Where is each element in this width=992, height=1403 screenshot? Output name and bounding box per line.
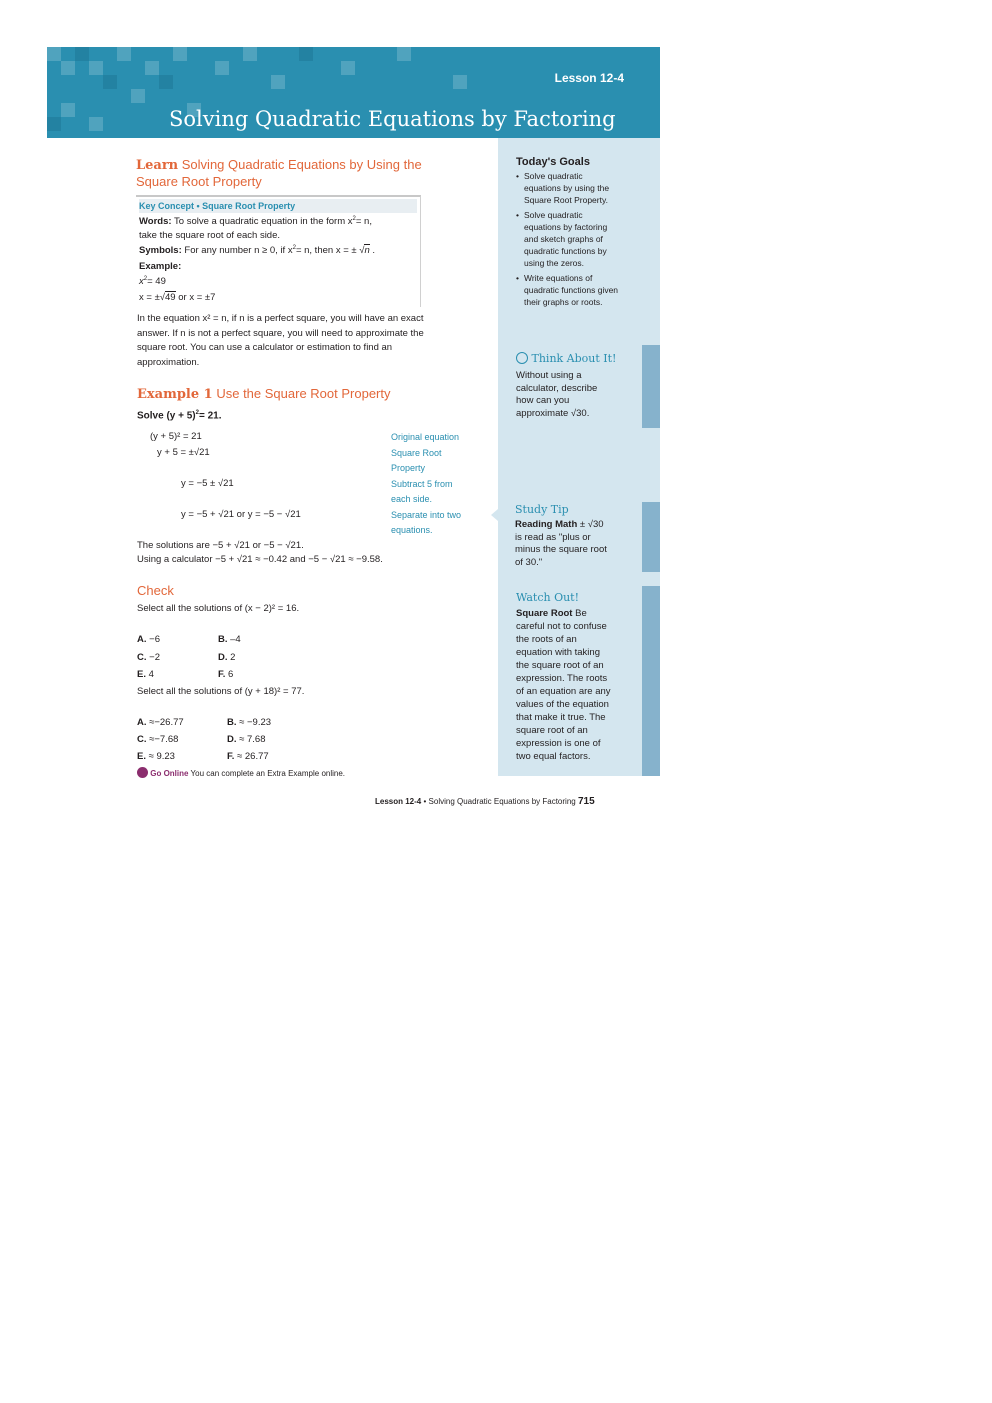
example-prompt: Solve $(y + 5)^2= 21$. [137, 410, 222, 422]
key-concept-box [136, 195, 421, 307]
answer-choice[interactable]: B. –4 [218, 634, 241, 645]
go-online-link[interactable]: Go Online You can complete an Extra Example online. [137, 767, 345, 778]
key-concept-words-2: take the square root of each side. [139, 230, 281, 241]
answer-choice[interactable]: B. ≈ −9.23 [227, 717, 272, 728]
watch-out-text: Square Root Be careful not to confuse the roots of an equation with taking the square root of an expression. The roots of an equation are any values of the equation that make it true. The square root of an expression is one of two equal factors. [516, 608, 611, 762]
solutions-line: The solutions are −5 + √21 or −5 − √21. [137, 540, 304, 551]
step-note: Original equation [391, 432, 460, 442]
lightbulb-icon [516, 352, 528, 364]
example-heading: Example 1 Use the Square Root Property [137, 386, 391, 402]
sidebar-spacer [498, 428, 660, 502]
check-heading: Check [137, 583, 174, 598]
key-concept-example-label: Example: [139, 261, 182, 272]
answer-choice[interactable]: D. 2 [218, 652, 236, 663]
page-number: 715 [577, 796, 595, 807]
callout-pointer [491, 509, 498, 521]
lesson-label: Lesson 12-4 [554, 71, 624, 85]
calculator-line: Using a calculator −5 + √21 ≈ −0.42 and −5 − √21 ≈ −9.58. [137, 554, 383, 565]
watch-out-title: Watch Out! [516, 591, 580, 604]
key-concept-symbols: Symbols: For any number n ≥ 0, if $x^2= n$, then x = ± √n . [139, 245, 376, 257]
study-tip-title: Study Tip [515, 503, 569, 516]
goal-item: • Write equations of quadratic functions given their graphs or roots. [524, 272, 654, 308]
step-note: Square Root Property [391, 448, 442, 473]
step-equation: (y + 5)² = 21 [150, 431, 202, 442]
goal-item: • Solve quadratic equations by using the Square Root Property. [524, 170, 654, 206]
sidebar-strip [642, 586, 660, 776]
step-note: Subtract 5 from each side. [391, 479, 453, 504]
answer-choice[interactable]: C. −2 [137, 652, 160, 663]
key-concept-example-2: x = ±√49 or x = ±7 [139, 292, 216, 303]
learn-heading: Learn Solving Quadratic Equations by Using the Square Root Property [136, 157, 422, 189]
answer-choice[interactable]: E. 4 [137, 669, 154, 680]
intro-paragraph: In the equation x² = n, if n is a perfect square, you will have an exact answer. If n is not a perfect square, you will need to approximate the square root. You can use a calculator or estimation to find an approximation. [137, 313, 424, 368]
goals-title: Today's Goals [516, 156, 590, 168]
answer-choice[interactable]: F. 6 [218, 669, 234, 680]
key-concept-title: Key Concept • Square Root Property [139, 199, 417, 213]
think-text: Without using a calculator, describe how can you approximate √30. [516, 370, 598, 419]
key-concept-words: Words: To solve a quadratic equation in the form $x^2= n$, [139, 216, 372, 228]
answer-choice[interactable]: C. ≈−7.68 [137, 734, 179, 745]
think-about-it-title: Think About It! [516, 352, 616, 365]
page-footer: Lesson 12-4 • Solving Quadratic Equations by Factoring 715 [375, 796, 595, 807]
check-question-1: Select all the solutions of (x − 2)² = 16. [137, 603, 300, 614]
sidebar-strip [642, 502, 660, 572]
answer-choice[interactable]: E. ≈ 9.23 [137, 751, 175, 762]
goal-item: • Solve quadratic equations by factoring and sketch graphs of quadratic functions by using the zeros. [524, 209, 654, 269]
check-question-2: Select all the solutions of (y + 18)² = 77. [137, 686, 305, 697]
answer-choice[interactable]: A. ≈−26.77 [137, 717, 184, 728]
step-note: Separate into two equations. [391, 510, 462, 535]
go-online-icon [137, 767, 148, 778]
answer-choice[interactable]: D. ≈ 7.68 [227, 734, 266, 745]
answer-choice[interactable]: F. ≈ 26.77 [227, 751, 269, 762]
page-title: Solving Quadratic Equations by Factoring [169, 107, 616, 131]
goals-list [516, 170, 654, 311]
step-equation: y + 5 = ±√21 [157, 447, 210, 458]
step-equation: y = −5 ± √21 [181, 478, 234, 489]
sidebar-spacer [498, 572, 660, 586]
step-equation: y = −5 + √21 or y = −5 − √21 [181, 509, 301, 520]
lesson-header [47, 47, 660, 138]
sidebar-strip [642, 345, 660, 428]
answer-choice[interactable]: A. −6 [137, 634, 160, 645]
key-concept-example-1: $x^2= 49$ [139, 276, 166, 288]
study-tip-text: Reading Math ± √30 is read as "plus or minus the square root of 30." [515, 519, 607, 568]
